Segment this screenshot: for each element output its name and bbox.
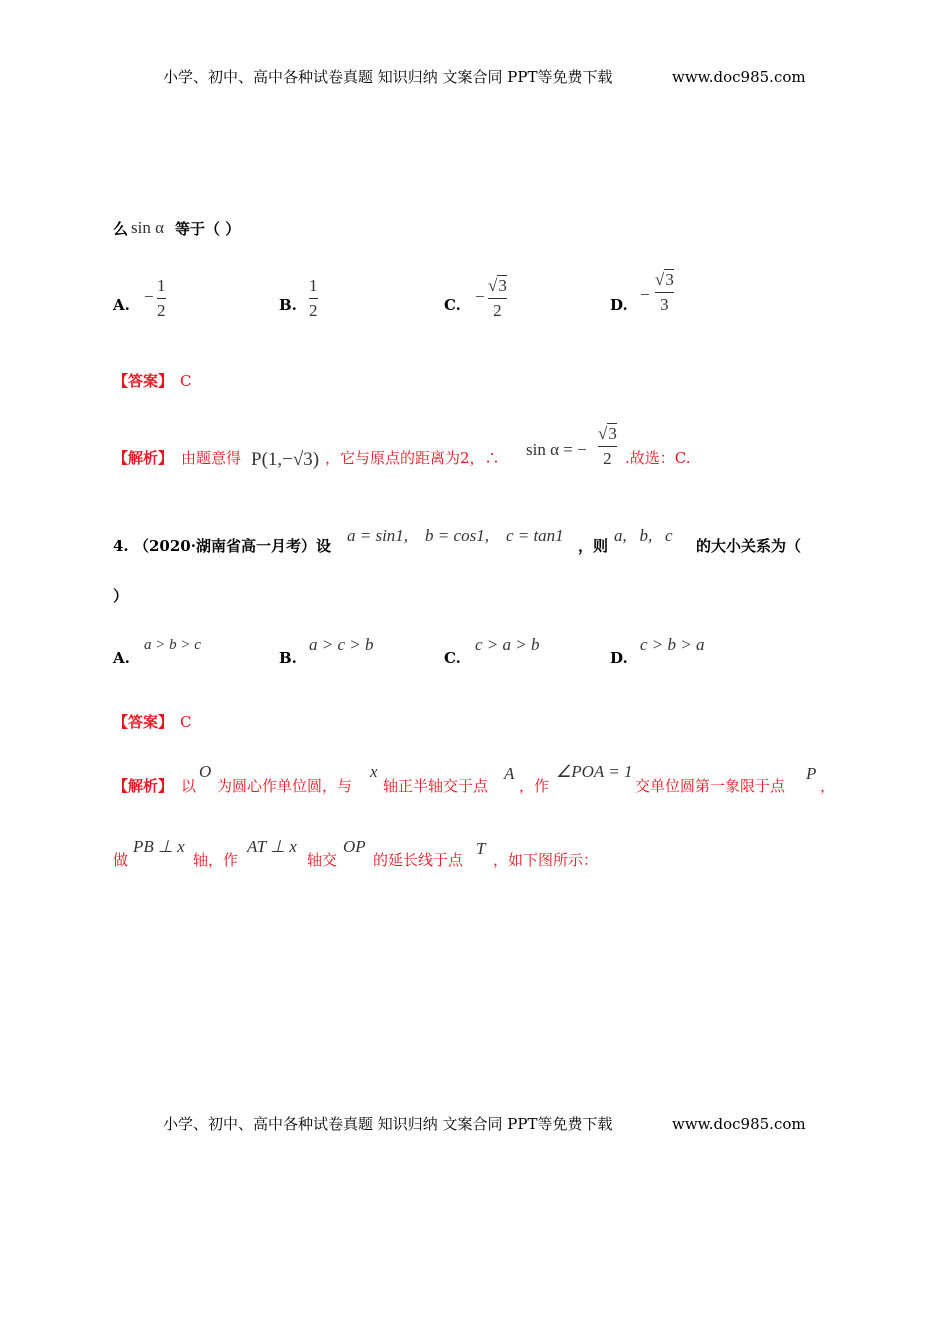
q4-analysis-2-8: ，如下图所示： (493, 851, 599, 869)
q3-analysis-point: P(1,−√3) (251, 449, 320, 470)
q4-analysis-1-6: ，作 (519, 777, 550, 795)
q4-analysis-1-7: ∠POA = 1 (556, 762, 633, 781)
q3-analysis-text-3: .故选：C. (625, 449, 691, 467)
q4-source: （2020·湖南省高一月考）设 (134, 537, 331, 555)
q4-option-b-value: a > c > b (309, 635, 374, 654)
q4-suffix: 的大小关系为（ (696, 537, 802, 555)
q3-option-c-sign: − (475, 287, 485, 306)
q3-option-b-label: B. (279, 296, 297, 314)
q4-analysis-1-8: 交单位圆第一象限于点 (635, 777, 786, 795)
q4-analysis-1-2: 为圆心作单位圆，与 (217, 777, 353, 795)
q4-option-a-value: a > b > c (144, 637, 201, 653)
q4-analysis-2-0: 做 (113, 851, 129, 869)
q3-analysis-math: sin α = − (526, 440, 587, 459)
q3-stem-prefix: 么 (113, 220, 129, 238)
q4-answer-tag: 【答案】 (113, 713, 174, 731)
header-url[interactable]: www.doc985.com (672, 68, 806, 86)
footer-text: 小学、初中、高中各种试卷真题 知识归纳 文案合同 PPT等免费下载 (163, 1115, 613, 1133)
q3-analysis-tag: 【解析】 (113, 449, 174, 467)
q3-option-a-sign: − (144, 287, 154, 306)
q4-analysis-2-2: 轴，作 (193, 851, 239, 869)
q4-analysis-2-1: PB ⊥ x (133, 837, 185, 856)
q3-option-a-label: A. (113, 296, 130, 314)
q3-answer: C (180, 372, 192, 390)
q3-analysis-text-1: 由题意得 (181, 449, 242, 467)
q4-option-c-label: C. (444, 649, 461, 667)
q4-option-d-value: c > b > a (640, 635, 705, 654)
q4-analysis-1-10: ， (820, 777, 836, 795)
q4-analysis-tag: 【解析】 (113, 777, 174, 795)
q4-analysis-2-3: AT ⊥ x (247, 837, 297, 856)
q3-stem-suffix: 等于（ ） (175, 220, 241, 238)
q4-analysis-1-9: P (806, 764, 817, 783)
q3-option-d-label: D. (610, 296, 628, 314)
q4-analysis-1-5: A (504, 764, 515, 783)
q4-number: 4. (113, 537, 129, 555)
q4-then: ，则 (578, 537, 609, 555)
q3-option-b-fraction: 1 2 (309, 276, 318, 320)
q4-option-b-label: B. (279, 649, 297, 667)
q4-analysis-1-0: 以 (181, 777, 197, 795)
q4-analysis-1-3: x (370, 762, 378, 781)
footer-url[interactable]: www.doc985.com (672, 1115, 806, 1133)
q4-answer: C (180, 713, 192, 731)
q4-option-d-label: D. (610, 649, 628, 667)
q3-answer-tag: 【答案】 (113, 372, 174, 390)
q4-analysis-2-7: T (476, 839, 486, 858)
q3-stem-math: sin α (131, 218, 164, 237)
q4-analysis-2-6: 的延长线于点 (373, 851, 464, 869)
q4-given: a = sin1, b = cos1, c = tan1 (347, 526, 564, 545)
q3-analysis-text-2: ，它与原点的距离为2，∴ (325, 449, 500, 467)
q3-analysis-fraction: √3 2 (598, 424, 617, 468)
q4-analysis-2-5: OP (343, 837, 366, 856)
q3-option-d-fraction: √3 3 (655, 270, 674, 314)
q4-vars: a, b, c (614, 526, 673, 545)
q3-option-c-fraction: √3 2 (488, 276, 507, 320)
q3-option-d-sign: − (640, 285, 650, 304)
q3-option-c-label: C. (444, 296, 461, 314)
q4-option-a-label: A. (113, 649, 130, 667)
q4-analysis-1-4: 轴正半轴交于点 (383, 777, 489, 795)
q4-analysis-2-4: 轴交 (307, 851, 338, 869)
q4-analysis-1-1: O (199, 762, 212, 781)
header-text: 小学、初中、高中各种试卷真题 知识归纳 文案合同 PPT等免费下载 (163, 68, 613, 86)
q3-option-a-fraction: 1 2 (157, 276, 166, 320)
q4-close-paren: ） (113, 587, 129, 605)
q4-option-c-value: c > a > b (475, 635, 540, 654)
